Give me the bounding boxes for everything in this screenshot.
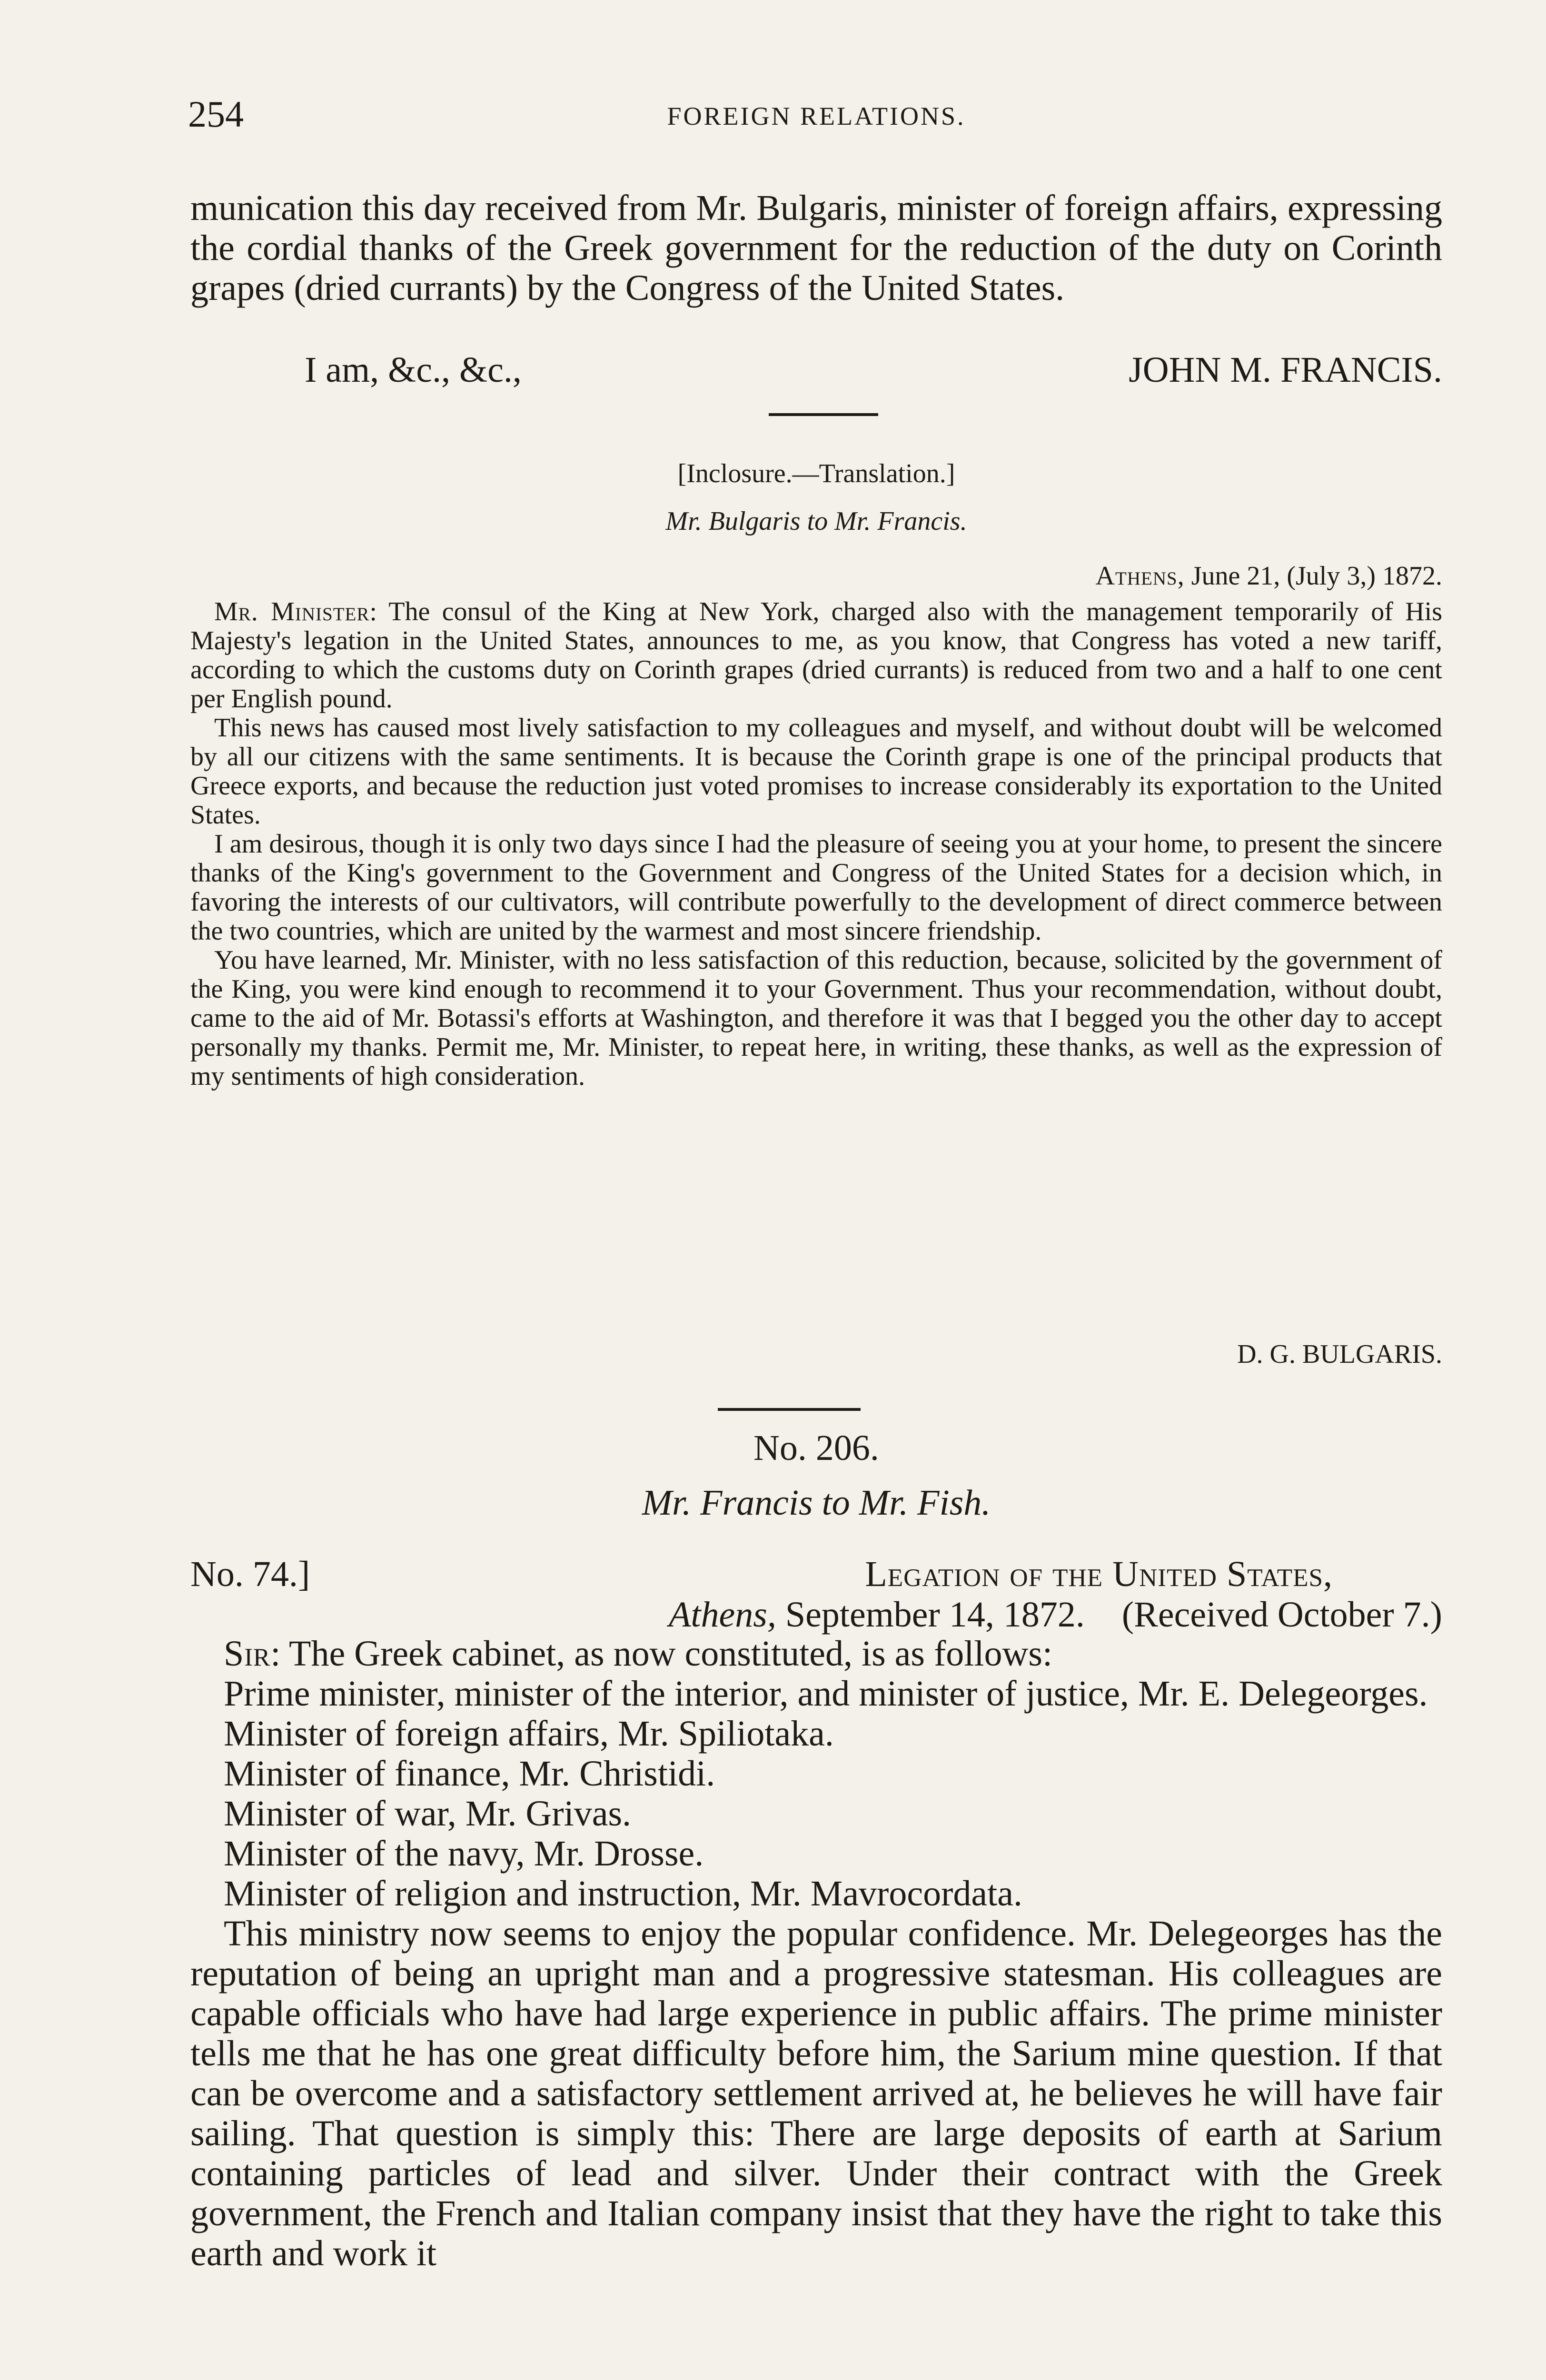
inclosure-paragraph-4: You have learned, Mr. Minister, with no less satisfaction of this reduction, because, solicited by the government of the King, you were kind enough to recommend it to your Government. Thus your recommendation, without doubt, came to the aid of Mr. Botassi's efforts at Washington, and therefore it was that I begged you the other day to accept personally my thanks. Permit me, Mr. Minister, to repeat here, in writing, these thanks, as well as the expression of my sentiments of high consideration. xyxy=(190,945,1442,1091)
document-title: Mr. Francis to Mr. Fish. xyxy=(642,1483,991,1523)
inclosure-paragraph-2: This news has caused most lively satisfaction to my colleagues and myself, and without doubt will be welcomed by all our citizens with the same sentiments. It is because the Corinth grape is one of the principal products that Greece exports, and because the reduction just voted promises to increase considerably its exportation to the United States. xyxy=(190,713,1442,830)
inclosure-paragraph-1: Mr. Minister: The consul of the King at New York, charged also with the management temporarily of His Majesty's legation in the United States, announces to me, as you know, that Congress has voted a new tariff, according to which the customs duty on Corinth grapes (dried currants) is reduced from two and a half to one cent per English pound. xyxy=(190,597,1442,714)
received-date: (Received October 7.) xyxy=(1121,1595,1442,1635)
dateline-place: Athens, xyxy=(1095,561,1185,591)
salutation: Mr. Minister xyxy=(214,597,370,626)
running-head: FOREIGN RELATIONS. xyxy=(667,102,966,130)
inclosure-body xyxy=(190,597,1442,1091)
inclosure-dateline xyxy=(190,562,1442,591)
dateline-date: June 21, (July 3,) 1872. xyxy=(1191,561,1442,591)
page-header xyxy=(188,93,1445,145)
inclosure-label: [Inclosure.—Translation.] xyxy=(677,459,955,488)
cabinet-member: Minister of war, Mr. Grivas. xyxy=(224,1794,632,1834)
dispatch-number: No. 74.] xyxy=(190,1554,310,1594)
page-number: 254 xyxy=(188,93,244,135)
cabinet-member: Minister of religion and instruction, Mr. Mavrocordata. xyxy=(224,1874,1022,1914)
document-body xyxy=(190,1634,1442,2273)
section-divider xyxy=(718,1408,861,1411)
document-number: No. 206. xyxy=(753,1428,879,1468)
document-place: Athens, xyxy=(668,1595,776,1635)
document-dateline xyxy=(190,1595,1442,1635)
cabinet-member: Minister of finance, Mr. Christidi. xyxy=(224,1754,715,1794)
opening-text: munication this day received from Mr. Bulgaris, minister of foreign affairs, expressing the cordial thanks of the Greek government for the reduction of the duty on Corinth grapes (dried currants) by the Congress of the United States. xyxy=(190,188,1442,308)
signature-bulgaris: D. G. BULGARIS. xyxy=(1237,1339,1442,1369)
cabinet-member: Minister of the navy, Mr. Drosse. xyxy=(224,1834,704,1874)
inclosure-title: Mr. Bulgaris to Mr. Francis. xyxy=(665,506,967,536)
dispatch-line xyxy=(190,1554,1442,1597)
section-divider xyxy=(769,413,878,416)
salutation: Sir xyxy=(224,1634,271,1674)
opening-closing-line xyxy=(190,350,1442,393)
cabinet-member: Prime minister, minister of the interior, and minister of justice, Mr. E. Delegeorges. xyxy=(224,1674,1428,1714)
closing-formula: I am, &c., &c., xyxy=(305,350,522,390)
document-intro: Sir: The Greek cabinet, as now constituted, is as follows: xyxy=(224,1634,1053,1674)
inclosure-paragraph-3: I am desirous, though it is only two days since I had the pleasure of seeing you at your home, to present the sincere thanks of the King's government to the Government and Congress of the United States for a decision which, in favoring the interests of our cultivators, will contribute powerfully to the development of direct commerce between the two countries, which are united by the warmest and most sincere friendship. xyxy=(190,829,1442,946)
cabinet-member: Minister of foreign affairs, Mr. Spiliotaka. xyxy=(224,1714,834,1754)
opening-paragraph xyxy=(190,188,1442,308)
signature-francis: JOHN M. FRANCIS. xyxy=(1129,350,1442,390)
legation: Legation of the United States, xyxy=(865,1554,1333,1594)
closing-paragraph: This ministry now seems to enjoy the popular confidence. Mr. Delegeorges has the reputation of being an upright man and a progressive statesman. His colleagues are capable officials who have had large experience in public affairs. The prime minister tells me that he has one great difficulty before him, the Sarium mine question. If that can be overcome and a satisfactory settlement arrived at, he believes he will have fair sailing. That question is simply this: There are large deposits of earth at Sarium containing particles of lead and silver. Under their contract with the Greek government, the French and Italian company insist that they have the right to take this earth and work it xyxy=(190,1914,1442,2273)
document-date: September 14, 1872. xyxy=(785,1595,1085,1635)
